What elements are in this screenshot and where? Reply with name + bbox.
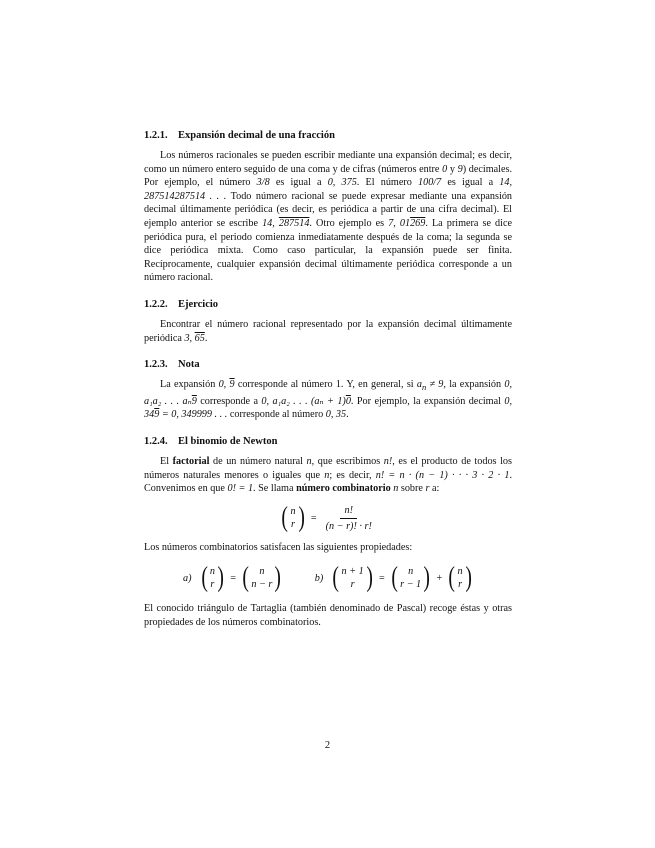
section-heading [144, 130, 512, 141]
page-content [144, 130, 512, 630]
paragraph: El factorial de un número natural n, que escribimos n!, es el producto de todos los números naturales menores o iguales que n; es decir, n! = n · (n − 1) · · · 3 · 2 · 1. Convenimos en que 0! = 1. Se llama número combinatorio n sobre r a: [144, 455, 512, 495]
section-title: Ejercicio [178, 298, 219, 310]
property-b-label: b) [314, 572, 324, 584]
property-a-label: a) [183, 572, 192, 584]
section-number: 1.2.3. [144, 359, 168, 371]
binomial-coefficient: ( n r ) [281, 502, 305, 534]
section-title: Nota [178, 359, 200, 371]
paragraph: Encontrar el número racional representado por la expansión decimal últimamente periódica 3, 65. [144, 318, 512, 344]
section-title: Expansión decimal de una fracción [178, 130, 335, 141]
paragraph: Los números combinatorios satisfacen las siguientes propiedades: [144, 541, 413, 553]
factorial-fraction: $\frac{n!}{(n - r)! \cdot r!}$ [325, 504, 372, 532]
section-number: 1.2.1. [144, 130, 168, 141]
paragraph: Los números racionales se pueden escribir mediante una expansión decimal; es decir, como un número entero seguido de una coma y de cifras (números entre 0 y 9) decimales. Por ejemplo, el número 3/8 es igual a 0, 375. El número 100/7 es igual a 14, 287514287514 . . . Todo número racional se puede expresar mediante una expansión decimal últimamente periódica (es decir, es periódica a partir de una cifra decimal). El ejemplo anterior se escribe 14, 287514. Otro ejemplo es 7, 01269. La primera se dice periódica pura, el periodo comienza inmediatamente después de la coma; la segunda se dice periódica mixta. Como caso particular, la expansión puede ser finita. Recíprocamente, cualquier expansión decimal últimamente periódica corresponde a un número racional. [144, 150, 513, 284]
paragraph: La expansión 0, 9 corresponde al número 1. Y, en general, si $a_n \ne 9$, la expansión 0, a₁a₂ . . . aₙ9 corresponde a 0, a₁a₂ . . . (aₙ + 1)0. Por ejemplo, la expansión decimal 0, 349 = 0, 349999 . . . corresponde al número 0, 35. [144, 379, 513, 421]
binomial-coefficient: ( n r − 1 ) [391, 562, 431, 594]
section-heading [144, 436, 512, 447]
section-1-2-1 [144, 130, 512, 285]
section-heading [144, 299, 512, 310]
binomial-coefficient: ( n n − r ) [242, 562, 282, 594]
binomial-properties: a) ( n r ) = ( n n − r ) b) ( n + 1 r ) = ( n r − 1 ) + ( n r ) [183, 562, 472, 594]
section-1-2-4 [144, 436, 512, 630]
paragraph: El conocido triángulo de Tartaglia (también denominado de Pascal) recoge éstas y otras propiedades de los números combinatorios. [144, 603, 512, 628]
section-number: 1.2.2. [144, 298, 168, 310]
section-1-2-3 [144, 359, 512, 422]
section-title: El binomio de Newton [178, 435, 278, 447]
binomial-coefficient: ( n + 1 r ) [332, 562, 373, 594]
section-number: 1.2.4. [144, 435, 168, 447]
binomial-coefficient: ( n r ) [200, 562, 224, 594]
binomial-definition-formula: ( n r ) = $\frac{n!}{(n - r)! \cdot r!}$ [144, 504, 512, 533]
section-heading [144, 359, 512, 370]
page-number: 2 [324, 740, 331, 751]
binomial-coefficient: ( n r ) [448, 562, 472, 594]
section-1-2-2 [144, 299, 512, 345]
